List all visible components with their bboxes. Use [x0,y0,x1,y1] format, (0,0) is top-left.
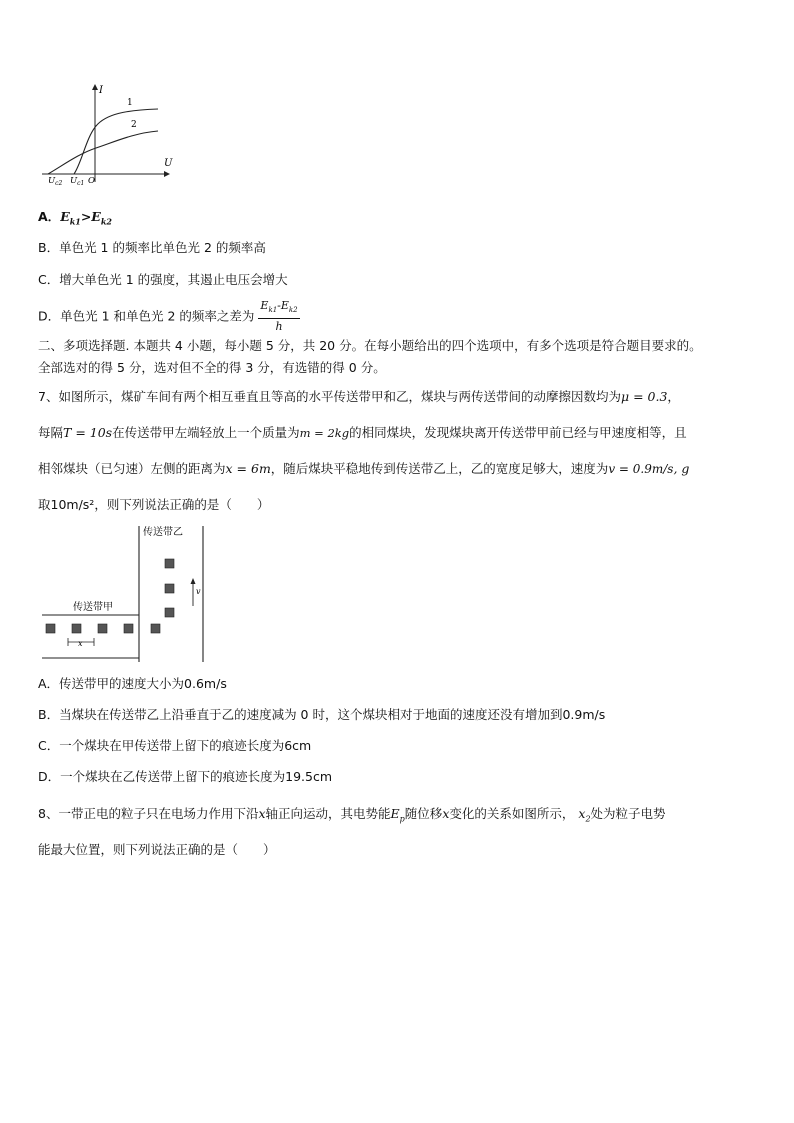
q7-line3: 相邻煤块（已匀速）左侧的距离为x = 6m，随后煤块平稳地传到传送带乙上，乙的宽度足够大，速度为v = 0.9m/s, g [38,461,690,476]
coal-blocks-jia [46,624,133,633]
frequency-difference-fraction: $\frac{E_{k1}-E_{k2}}{h}$ [260,299,298,334]
belt-jia-label: 传送带甲 [73,602,113,613]
q7-option-c: C．一个煤块在甲传送带上留下的痕迹长度为6cm [38,738,312,753]
q8-line1: 8、一带正电的粒子只在电场力作用下沿x轴正向运动，其电势能$E_p$随位移x变化的关系如图所示， $x_2$处为粒子电势 [38,806,666,824]
coal-block [72,624,81,633]
belt-yi-label: 传送带乙 [143,527,183,538]
tick-uc2-label: $U_{c2}$ [48,176,63,187]
coal-block [46,624,55,633]
q7-line1: 7、如图所示，煤矿车间有两个相互垂直且等高的水平传送带甲和乙，煤块与两传送带间的动摩擦因数均为μ = 0.3， [38,389,680,404]
iu-graph-figure [38,82,178,190]
x-axis-label: U [164,158,173,169]
q6-option-b: B．单色光 1 的频率比单色光 2 的频率高 [38,240,266,255]
conveyor-belt-figure [38,522,228,666]
q6-option-a: A．$E_{k1}>E_{k2}$ [38,209,112,227]
x-axis-arrow [164,171,170,177]
origin-label: O [88,176,95,186]
section2-line1: 二、多项选择题. 本题共 4 小题，每小题 5 分，共 20 分。在每小题给出的四个选项中，有多个选项是符合题目要求的。 [38,338,702,353]
curve-2 [48,131,158,174]
q7-line2: 每隔T = 10s在传送带甲左端轻放上一个质量为m = 2kg的相同煤块，发现煤块离开传送带甲前已经与甲速度相等，且 [38,425,687,440]
coal-block [165,584,174,593]
coal-block [98,624,107,633]
q6-option-c: C．增大单色光 1 的强度，其遏止电压会增大 [38,272,288,287]
coal-block [124,624,133,633]
q7-option-b: B．当煤块在传送带乙上沿垂直于乙的速度减为 0 时，这个煤块相对于地面的速度还没有增加到0.9m/s [38,707,606,722]
coal-block [165,608,174,617]
coal-block [151,624,160,633]
q7-option-a: A．传送带甲的速度大小为0.6m/s [38,676,227,691]
section2-line2: 全部选对的得 5 分，选对但不全的得 3 分，有选错的得 0 分。 [38,360,386,375]
curve-1-label: 1 [127,98,133,108]
velocity-arrowhead [191,578,196,584]
velocity-label: v [196,587,201,596]
coal-blocks-yi [151,559,174,633]
curve-2-label: 2 [131,120,137,130]
y-axis-arrow [92,84,98,90]
q8-line2: 能最大位置，则下列说法正确的是（ ） [38,842,276,857]
q6-option-d: D．单色光 1 和单色光 2 的频率之差为 $\frac{E_{k1}-E_{k2}}{h}$ [38,299,298,334]
spacing-label: x [78,639,83,648]
tick-uc1-label: $U_{c1}$ [70,176,85,187]
q7-line4: 取10m/s²，则下列说法正确的是（ ） [38,497,270,512]
q7-option-d: D．一个煤块在乙传送带上留下的痕迹长度为19.5cm [38,769,333,784]
coal-block [165,559,174,568]
y-axis-label: I [99,85,103,96]
